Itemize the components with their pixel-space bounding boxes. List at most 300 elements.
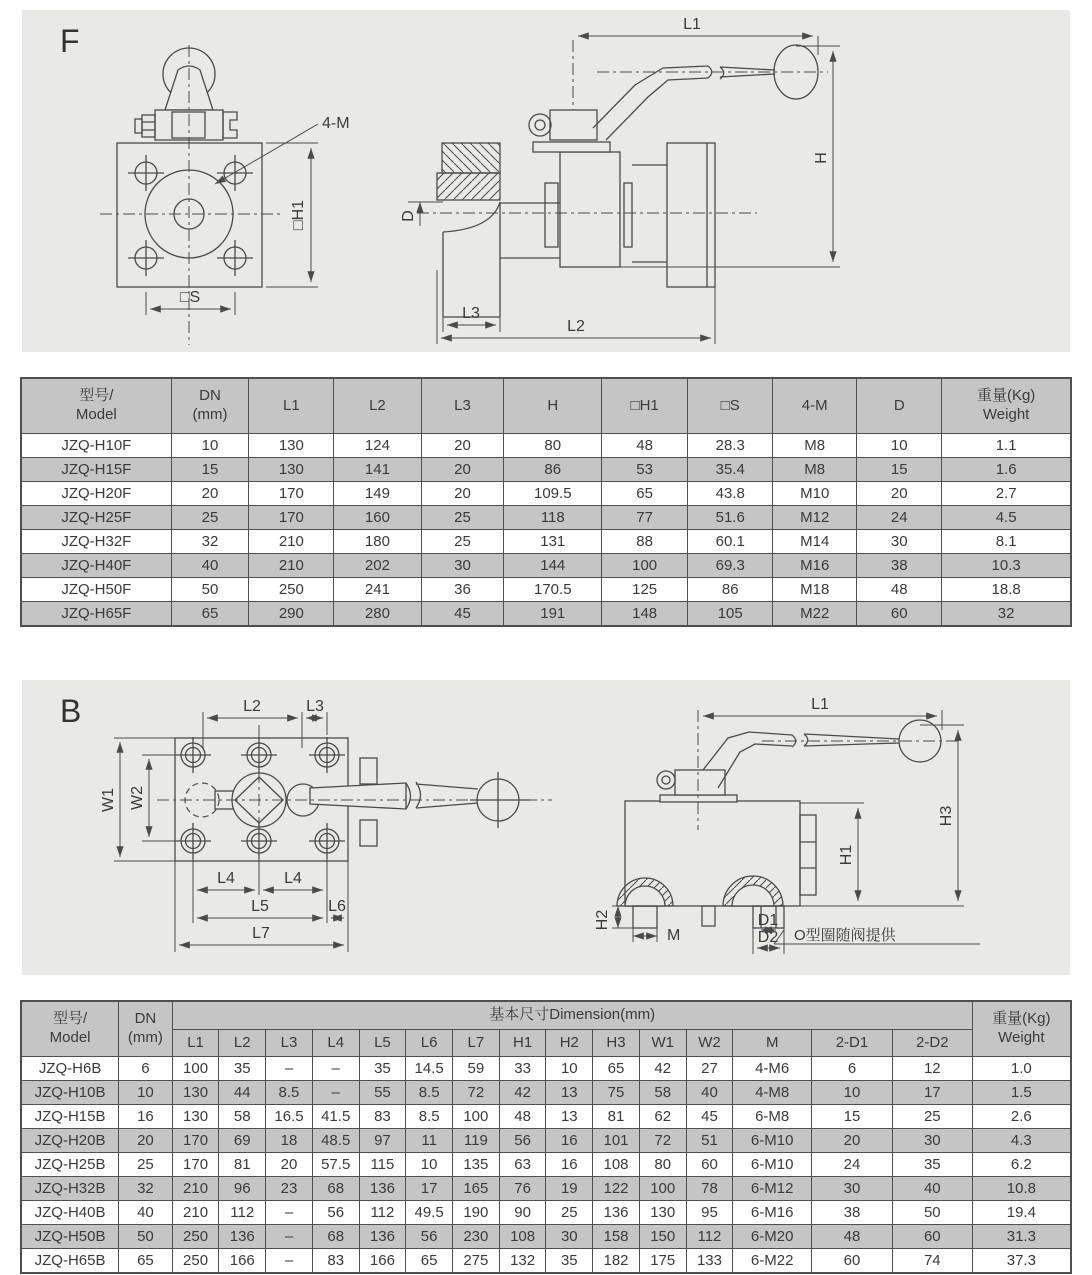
value-cell: 130 [172, 1105, 219, 1129]
value-cell: 241 [334, 578, 421, 602]
value-cell: 50 [171, 578, 249, 602]
model-cell: JZQ-H10B [21, 1081, 119, 1105]
value-cell: 38 [857, 554, 942, 578]
value-cell: 15 [857, 458, 942, 482]
value-cell: 40 [686, 1081, 733, 1105]
header-4m: 4-M [773, 378, 857, 434]
header-h2: H2 [546, 1030, 593, 1057]
value-cell: 109.5 [504, 482, 602, 506]
value-cell: 40 [892, 1177, 972, 1201]
header-l3: L3 [266, 1030, 313, 1057]
figure-b-panel [22, 680, 1070, 975]
value-cell: 48 [602, 434, 688, 458]
model-cell: JZQ-H15B [21, 1105, 119, 1129]
value-cell: 78 [686, 1177, 733, 1201]
header-model: 型号/ Model [21, 1001, 119, 1057]
value-cell: 65 [602, 482, 688, 506]
model-cell: JZQ-H10F [21, 434, 171, 458]
value-cell: 35 [219, 1057, 266, 1081]
value-cell: 33 [499, 1057, 546, 1081]
value-cell: 86 [504, 458, 602, 482]
value-cell: 65 [406, 1249, 453, 1274]
value-cell: 210 [249, 530, 334, 554]
value-cell: 81 [219, 1153, 266, 1177]
value-cell: 25 [171, 506, 249, 530]
dim-label-4m: 4-M [322, 115, 350, 132]
value-cell: 1.5 [972, 1081, 1071, 1105]
value-cell: 105 [688, 602, 773, 627]
model-cell: JZQ-H65B [21, 1249, 119, 1274]
value-cell: 170 [172, 1129, 219, 1153]
figure-b-drawing [22, 680, 1070, 975]
value-cell: M22 [773, 602, 857, 627]
value-cell: 6-M10 [733, 1153, 812, 1177]
value-cell: 100 [172, 1057, 219, 1081]
figure-f-drawing [22, 10, 1070, 352]
value-cell: 69 [219, 1129, 266, 1153]
value-cell: 6-M22 [733, 1249, 812, 1274]
value-cell: 51 [686, 1129, 733, 1153]
value-cell: 1.0 [972, 1057, 1071, 1081]
header-dimension-group: 基本尺寸Dimension(mm) [172, 1001, 972, 1030]
value-cell: 136 [359, 1177, 406, 1201]
header-2d2: 2-D2 [892, 1030, 972, 1057]
table-row [21, 1177, 1071, 1201]
value-cell: 13 [546, 1081, 593, 1105]
value-cell: 13 [546, 1105, 593, 1129]
value-cell: 17 [892, 1081, 972, 1105]
b-top-view-drawing [100, 698, 552, 952]
value-cell: 250 [172, 1249, 219, 1274]
value-cell: 10 [857, 434, 942, 458]
header-h1: H1 [499, 1030, 546, 1057]
header-d: D [857, 378, 942, 434]
dim-label-l5: L5 [251, 898, 269, 915]
value-cell: 100 [602, 554, 688, 578]
value-cell: 75 [593, 1081, 640, 1105]
value-cell: 14.5 [406, 1057, 453, 1081]
dim-label-square-s: □S [179, 289, 201, 306]
value-cell: 48.5 [312, 1129, 359, 1153]
header-weight: 重量(Kg) Weight [972, 1001, 1071, 1057]
value-cell: 18.8 [942, 578, 1071, 602]
value-cell: 108 [593, 1153, 640, 1177]
value-cell: 166 [359, 1249, 406, 1274]
dim-label-m: M [667, 927, 681, 944]
value-cell: 112 [219, 1201, 266, 1225]
model-cell: JZQ-H65F [21, 602, 171, 627]
header-l4: L4 [312, 1030, 359, 1057]
value-cell: 31.3 [972, 1225, 1071, 1249]
header-l7: L7 [453, 1030, 500, 1057]
table-row [21, 578, 1071, 602]
value-cell: 4-M8 [733, 1081, 812, 1105]
value-cell: 149 [334, 482, 421, 506]
header-w1: W1 [639, 1030, 686, 1057]
value-cell: 40 [171, 554, 249, 578]
value-cell: – [266, 1225, 313, 1249]
table-row [21, 1105, 1071, 1129]
value-cell: 49.5 [406, 1201, 453, 1225]
value-cell: 10 [406, 1153, 453, 1177]
header-l2: L2 [219, 1030, 266, 1057]
value-cell: 182 [593, 1249, 640, 1274]
b-table-header-row-1 [21, 1001, 1071, 1030]
value-cell: 57.5 [312, 1153, 359, 1177]
value-cell: M8 [773, 458, 857, 482]
value-cell: 60.1 [688, 530, 773, 554]
value-cell: 250 [172, 1225, 219, 1249]
value-cell: M10 [773, 482, 857, 506]
value-cell: 20 [171, 482, 249, 506]
value-cell: 65 [171, 602, 249, 627]
value-cell: 170 [249, 482, 334, 506]
value-cell: 60 [857, 602, 942, 627]
value-cell: 6 [119, 1057, 173, 1081]
value-cell: 130 [639, 1201, 686, 1225]
value-cell: 16 [119, 1105, 173, 1129]
value-cell: 136 [219, 1225, 266, 1249]
value-cell: 133 [686, 1249, 733, 1274]
value-cell: 118 [504, 506, 602, 530]
value-cell: 131 [504, 530, 602, 554]
model-cell: JZQ-H50B [21, 1225, 119, 1249]
value-cell: 20 [421, 482, 504, 506]
value-cell: 12 [892, 1057, 972, 1081]
value-cell: 4-M6 [733, 1057, 812, 1081]
value-cell: 17 [406, 1177, 453, 1201]
dim-label-h2: H2 [594, 909, 611, 931]
value-cell: 65 [593, 1057, 640, 1081]
value-cell: 18 [266, 1129, 313, 1153]
value-cell: 150 [639, 1225, 686, 1249]
value-cell: 45 [686, 1105, 733, 1129]
value-cell: 60 [892, 1225, 972, 1249]
value-cell: 30 [857, 530, 942, 554]
model-cell: JZQ-H25F [21, 506, 171, 530]
value-cell: 1.6 [942, 458, 1071, 482]
value-cell: 27 [686, 1057, 733, 1081]
value-cell: 19 [546, 1177, 593, 1201]
value-cell: 83 [312, 1249, 359, 1274]
table-row [21, 1225, 1071, 1249]
header-l1: L1 [172, 1030, 219, 1057]
value-cell: 158 [593, 1225, 640, 1249]
value-cell: 59 [453, 1057, 500, 1081]
value-cell: 51.6 [688, 506, 773, 530]
value-cell: 2.7 [942, 482, 1071, 506]
model-cell: JZQ-H40B [21, 1201, 119, 1225]
value-cell: 191 [504, 602, 602, 627]
value-cell: 25 [546, 1201, 593, 1225]
value-cell: 119 [453, 1129, 500, 1153]
value-cell: 48 [499, 1105, 546, 1129]
value-cell: 112 [359, 1201, 406, 1225]
value-cell: 135 [453, 1153, 500, 1177]
value-cell: 53 [602, 458, 688, 482]
f-table-header-row [21, 378, 1071, 434]
value-cell: 130 [172, 1081, 219, 1105]
value-cell: 141 [334, 458, 421, 482]
value-cell: 95 [686, 1201, 733, 1225]
value-cell: 1.1 [942, 434, 1071, 458]
value-cell: 122 [593, 1177, 640, 1201]
value-cell: 100 [453, 1105, 500, 1129]
value-cell: 48 [812, 1225, 893, 1249]
value-cell: 10 [546, 1057, 593, 1081]
header-square-s: □S [688, 378, 773, 434]
value-cell: 35.4 [688, 458, 773, 482]
value-cell: 44 [219, 1081, 266, 1105]
value-cell: 130 [249, 434, 334, 458]
value-cell: 72 [639, 1129, 686, 1153]
dim-label-b-l2: L2 [243, 698, 261, 715]
dim-label-d1: D1 [757, 912, 779, 929]
value-cell: 43.8 [688, 482, 773, 506]
header-2d1: 2-D1 [812, 1030, 893, 1057]
header-h3: H3 [593, 1030, 640, 1057]
value-cell: 60 [686, 1153, 733, 1177]
value-cell: M14 [773, 530, 857, 554]
value-cell: 136 [359, 1225, 406, 1249]
f-side-view-drawing [400, 16, 840, 344]
value-cell: 165 [453, 1177, 500, 1201]
value-cell: 41.5 [312, 1105, 359, 1129]
value-cell: 81 [593, 1105, 640, 1129]
value-cell: 20 [421, 434, 504, 458]
value-cell: 160 [334, 506, 421, 530]
model-cell: JZQ-H15F [21, 458, 171, 482]
value-cell: 100 [639, 1177, 686, 1201]
value-cell: 30 [892, 1129, 972, 1153]
value-cell: 10 [812, 1081, 893, 1105]
table-row [21, 530, 1071, 554]
value-cell: 10.3 [942, 554, 1071, 578]
value-cell: 10 [171, 434, 249, 458]
header-h: H [504, 378, 602, 434]
table-row [21, 458, 1071, 482]
value-cell: 30 [812, 1177, 893, 1201]
value-cell: 10.8 [972, 1177, 1071, 1201]
value-cell: 175 [639, 1249, 686, 1274]
table-row [21, 506, 1071, 530]
dim-label-b-side-l1: L1 [811, 696, 829, 713]
value-cell: 132 [499, 1249, 546, 1274]
value-cell: 20 [266, 1153, 313, 1177]
dim-label-l6: L6 [328, 898, 346, 915]
value-cell: 170 [172, 1153, 219, 1177]
value-cell: 6 [812, 1057, 893, 1081]
value-cell: 80 [639, 1153, 686, 1177]
value-cell: 25 [119, 1153, 173, 1177]
value-cell: 170.5 [504, 578, 602, 602]
model-cell: JZQ-H20B [21, 1129, 119, 1153]
value-cell: 8.5 [406, 1105, 453, 1129]
value-cell: 8.5 [266, 1081, 313, 1105]
value-cell: 202 [334, 554, 421, 578]
value-cell: 45 [421, 602, 504, 627]
value-cell: 6-M10 [733, 1129, 812, 1153]
value-cell: M12 [773, 506, 857, 530]
model-cell: JZQ-H25B [21, 1153, 119, 1177]
value-cell: 25 [421, 506, 504, 530]
value-cell: 58 [639, 1081, 686, 1105]
value-cell: 11 [406, 1129, 453, 1153]
b-table-header-row-2 [21, 1030, 1071, 1057]
header-m: M [733, 1030, 812, 1057]
value-cell: 60 [812, 1249, 893, 1274]
model-cell: JZQ-H32B [21, 1177, 119, 1201]
value-cell: 90 [499, 1201, 546, 1225]
value-cell: 10 [119, 1081, 173, 1105]
dim-label-d2: D2 [757, 929, 779, 946]
dim-label-l4-left: L4 [217, 870, 235, 887]
value-cell: 190 [453, 1201, 500, 1225]
value-cell: 108 [499, 1225, 546, 1249]
value-cell: 6.2 [972, 1153, 1071, 1177]
value-cell: 230 [453, 1225, 500, 1249]
dim-label-l3: L3 [462, 305, 480, 322]
value-cell: 97 [359, 1129, 406, 1153]
value-cell: 4.3 [972, 1129, 1071, 1153]
model-cell: JZQ-H32F [21, 530, 171, 554]
value-cell: 56 [406, 1225, 453, 1249]
value-cell: 24 [812, 1153, 893, 1177]
value-cell: 58 [219, 1105, 266, 1129]
value-cell: 25 [421, 530, 504, 554]
header-dn: DN (mm) [119, 1001, 173, 1057]
value-cell: 15 [171, 458, 249, 482]
value-cell: – [266, 1201, 313, 1225]
value-cell: 50 [892, 1201, 972, 1225]
value-cell: 101 [593, 1129, 640, 1153]
table-row [21, 1129, 1071, 1153]
table-row [21, 482, 1071, 506]
header-model: 型号/ Model [21, 378, 171, 434]
dim-label-b-h1: H1 [838, 844, 855, 866]
header-square-h1: □H1 [602, 378, 688, 434]
value-cell: 76 [499, 1177, 546, 1201]
value-cell: 112 [686, 1225, 733, 1249]
header-w2: W2 [686, 1030, 733, 1057]
value-cell: M16 [773, 554, 857, 578]
value-cell: 62 [639, 1105, 686, 1129]
dim-label-l2: L2 [567, 318, 585, 335]
value-cell: 20 [119, 1129, 173, 1153]
value-cell: 35 [546, 1249, 593, 1274]
value-cell: 86 [688, 578, 773, 602]
value-cell: 170 [249, 506, 334, 530]
header-l5: L5 [359, 1030, 406, 1057]
dim-label-l4-right: L4 [284, 870, 302, 887]
value-cell: 2.6 [972, 1105, 1071, 1129]
table-row [21, 1057, 1071, 1081]
value-cell: 28.3 [688, 434, 773, 458]
value-cell: 115 [359, 1153, 406, 1177]
value-cell: – [266, 1057, 313, 1081]
value-cell: 290 [249, 602, 334, 627]
model-cell: JZQ-H50F [21, 578, 171, 602]
value-cell: – [266, 1249, 313, 1274]
dim-label-l7: L7 [252, 925, 270, 942]
value-cell: 32 [171, 530, 249, 554]
value-cell: 63 [499, 1153, 546, 1177]
value-cell: 35 [892, 1153, 972, 1177]
value-cell: 30 [421, 554, 504, 578]
value-cell: 280 [334, 602, 421, 627]
value-cell: 69.3 [688, 554, 773, 578]
value-cell: 56 [312, 1201, 359, 1225]
value-cell: 36 [421, 578, 504, 602]
value-cell: 180 [334, 530, 421, 554]
dim-label-b-l3: L3 [306, 698, 324, 715]
value-cell: 38 [812, 1201, 893, 1225]
value-cell: 148 [602, 602, 688, 627]
value-cell: 68 [312, 1225, 359, 1249]
dim-label-w2: W2 [129, 786, 146, 810]
table-row [21, 554, 1071, 578]
value-cell: 42 [499, 1081, 546, 1105]
value-cell: 19.4 [972, 1201, 1071, 1225]
value-cell: 30 [546, 1225, 593, 1249]
value-cell: 136 [593, 1201, 640, 1225]
value-cell: 74 [892, 1249, 972, 1274]
dim-label-w1: W1 [100, 788, 117, 812]
header-l2: L2 [334, 378, 421, 434]
dim-label-l1: L1 [683, 16, 701, 33]
value-cell: 80 [504, 434, 602, 458]
value-cell: M18 [773, 578, 857, 602]
value-cell: 32 [119, 1177, 173, 1201]
model-cell: JZQ-H20F [21, 482, 171, 506]
value-cell: 42 [639, 1057, 686, 1081]
value-cell: 20 [857, 482, 942, 506]
value-cell: 125 [602, 578, 688, 602]
value-cell: 32 [942, 602, 1071, 627]
value-cell: 210 [249, 554, 334, 578]
header-l1: L1 [249, 378, 334, 434]
oring-note: O型圈随阀提供 [794, 927, 896, 944]
value-cell: 88 [602, 530, 688, 554]
b-side-view-drawing [594, 696, 980, 954]
b-dimensions-table [20, 1000, 1072, 1274]
value-cell: 8.1 [942, 530, 1071, 554]
value-cell: 275 [453, 1249, 500, 1274]
value-cell: 4.5 [942, 506, 1071, 530]
header-l6: L6 [406, 1030, 453, 1057]
figure-b-label: B [60, 693, 82, 729]
value-cell: 50 [119, 1225, 173, 1249]
value-cell: – [312, 1057, 359, 1081]
dim-label-h3: H3 [938, 805, 955, 827]
value-cell: 24 [857, 506, 942, 530]
value-cell: 15 [812, 1105, 893, 1129]
table-row [21, 1201, 1071, 1225]
value-cell: – [312, 1081, 359, 1105]
value-cell: 6-M8 [733, 1105, 812, 1129]
value-cell: 130 [249, 458, 334, 482]
value-cell: 6-M12 [733, 1177, 812, 1201]
value-cell: 16.5 [266, 1105, 313, 1129]
value-cell: 6-M16 [733, 1201, 812, 1225]
header-dn: DN (mm) [171, 378, 249, 434]
value-cell: 77 [602, 506, 688, 530]
value-cell: 210 [172, 1201, 219, 1225]
dim-label-h: H [813, 152, 830, 164]
value-cell: 8.5 [406, 1081, 453, 1105]
table-row [21, 434, 1071, 458]
value-cell: 20 [812, 1129, 893, 1153]
